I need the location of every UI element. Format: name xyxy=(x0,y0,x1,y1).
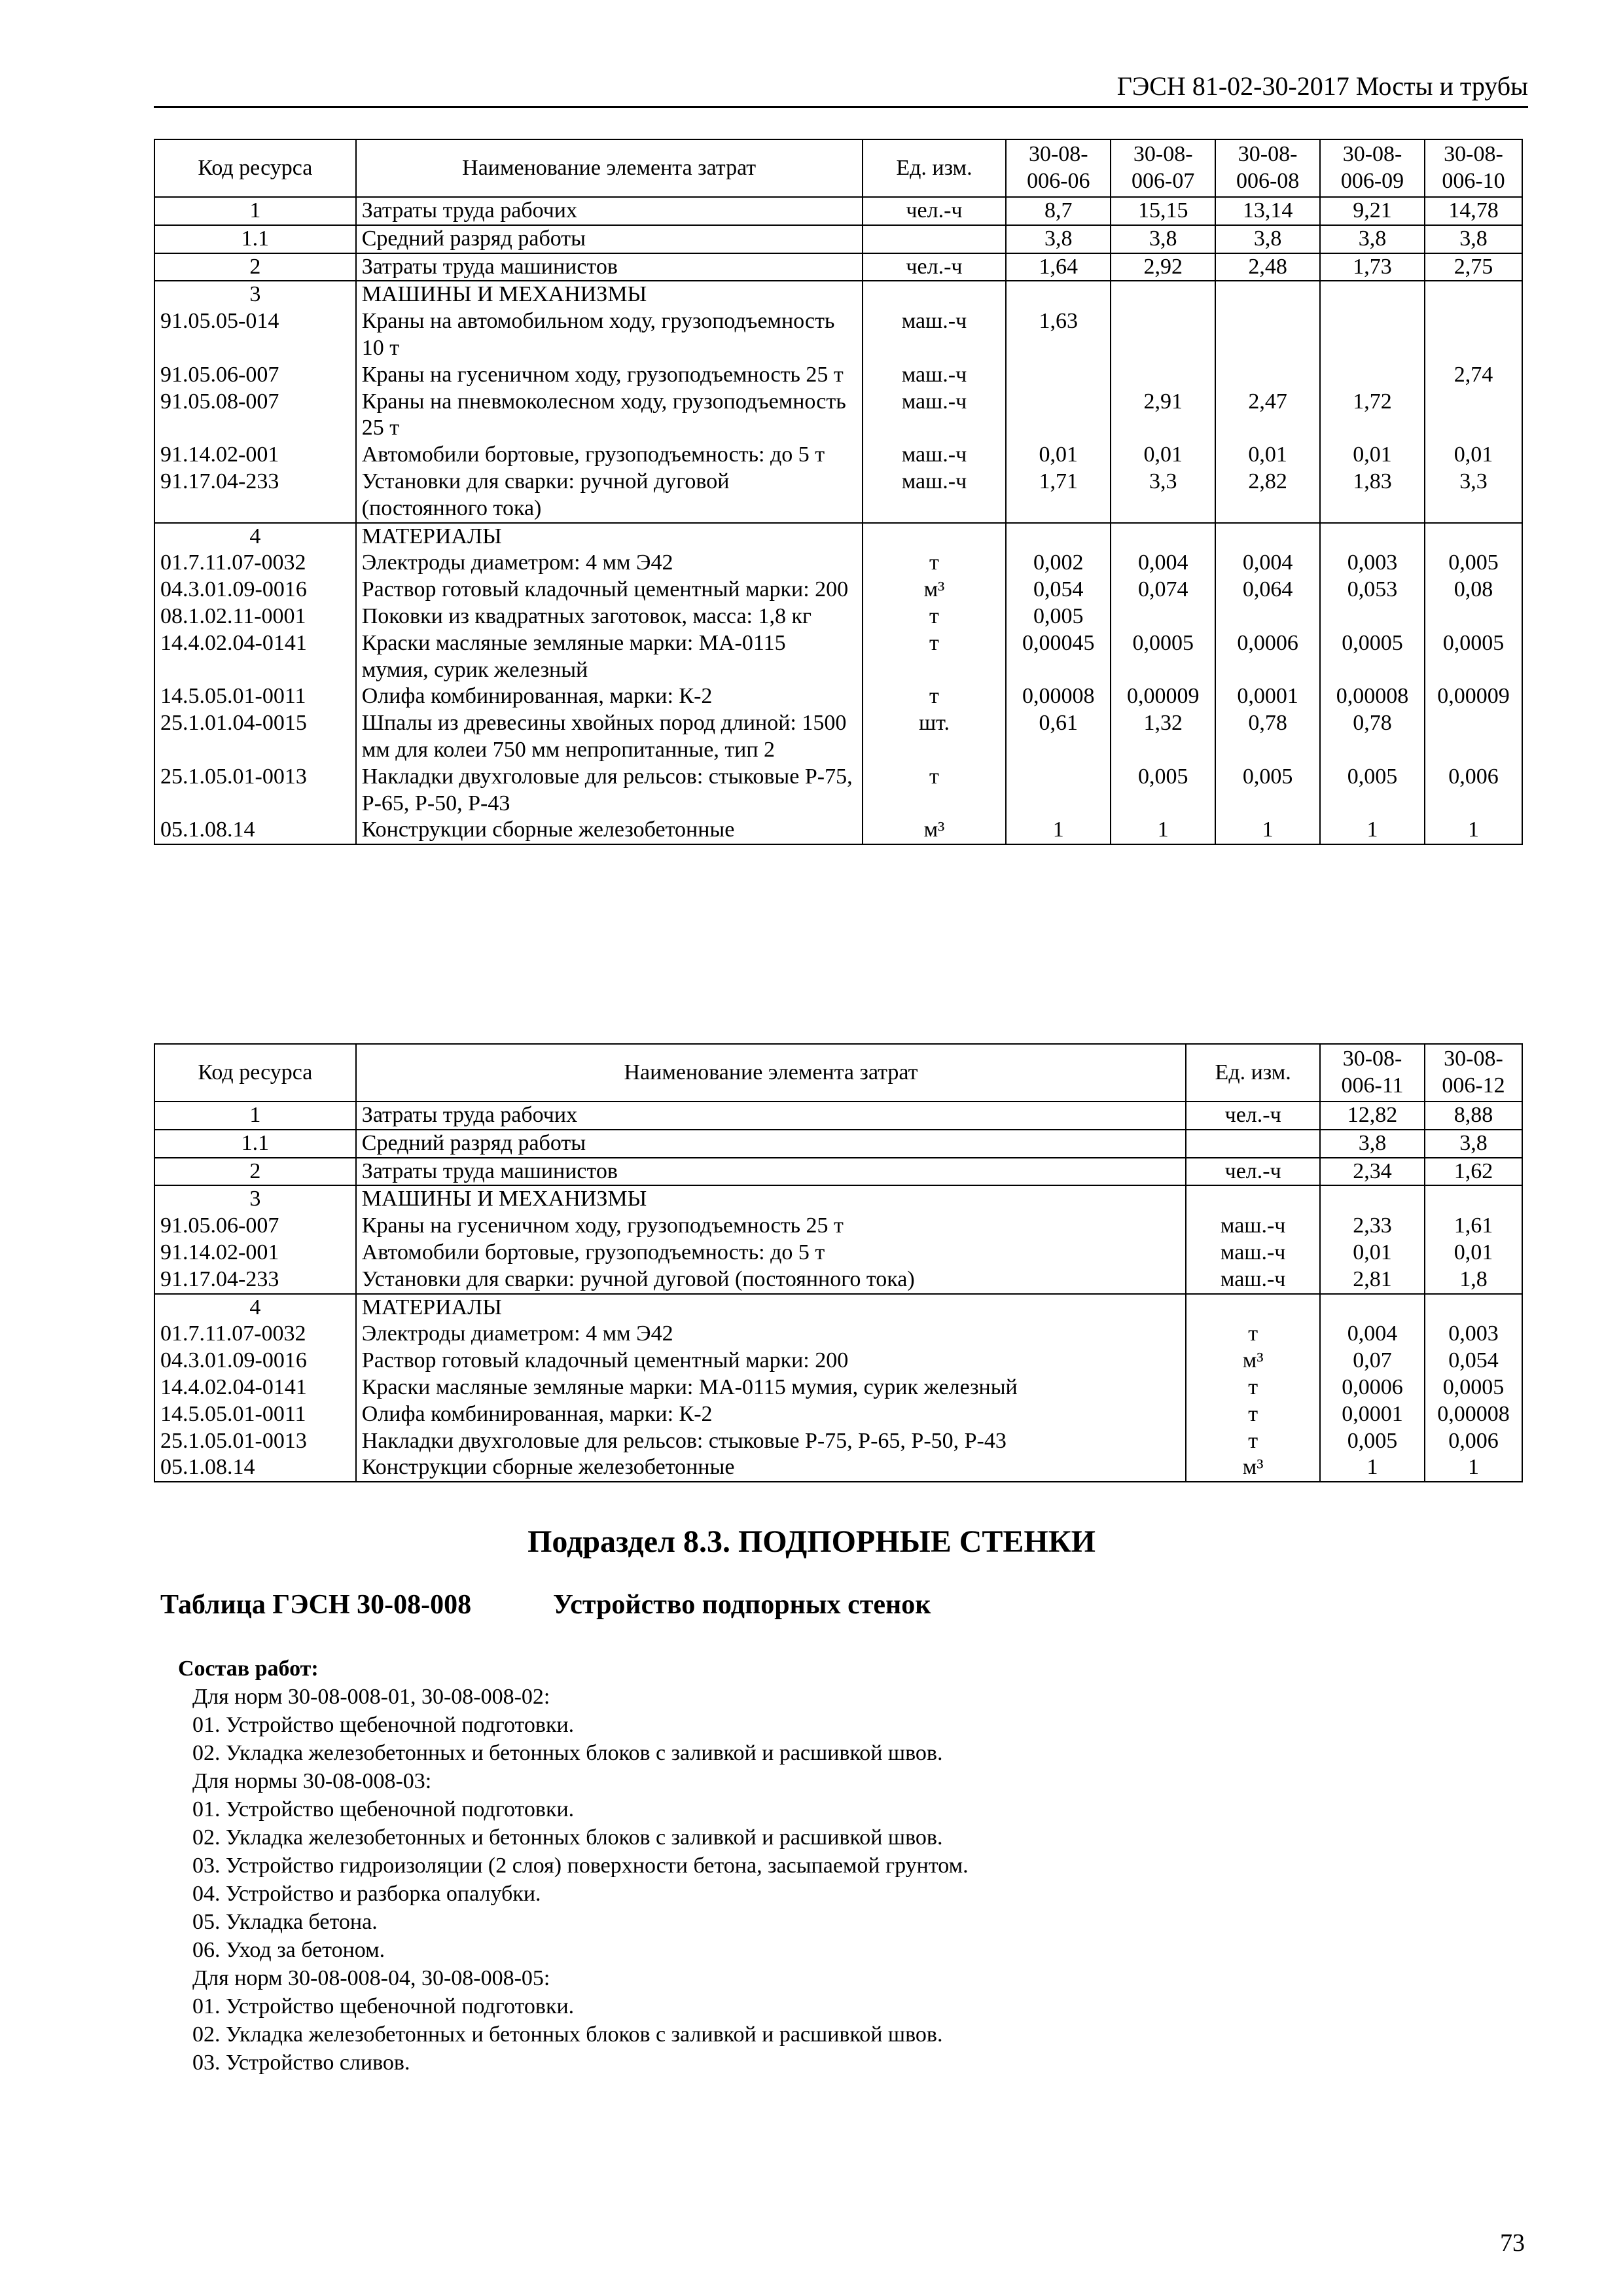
norm-value: 0,0005 xyxy=(1425,630,1522,684)
norm-value: 0,003 xyxy=(1425,1321,1522,1348)
norm-value: 3,8 xyxy=(1006,225,1111,253)
norm-value xyxy=(1215,603,1320,630)
cost-element-name: МАТЕРИАЛЫ xyxy=(356,523,863,550)
table-row xyxy=(154,469,1522,523)
cost-element-name: Олифа комбинированная, марки: К-2 xyxy=(356,1401,1186,1428)
norm-value xyxy=(1425,308,1522,362)
norm-value: 0,054 xyxy=(1006,577,1111,603)
table-row xyxy=(154,1213,1522,1240)
column-header: 30-08- 006-09 xyxy=(1320,139,1425,197)
norm-value xyxy=(1320,281,1425,308)
cost-element-name: Средний разряд работы xyxy=(356,225,863,253)
composition-line: Для норм 30-08-008-01, 30-08-008-02: xyxy=(192,1685,550,1709)
cost-element-name: Конструкции сборные железобетонные xyxy=(356,817,863,844)
norm-value xyxy=(1111,362,1215,389)
norm-value: 1,63 xyxy=(1006,308,1111,362)
unit: маш.-ч xyxy=(863,308,1007,362)
norm-value: 0,0005 xyxy=(1425,1374,1522,1401)
norm-value: 1,73 xyxy=(1320,253,1425,281)
cost-element-name: Автомобили бортовые, грузоподъемность: до 5 т xyxy=(356,442,863,469)
norm-value: 0,003 xyxy=(1320,550,1425,577)
table-row xyxy=(154,1374,1522,1401)
norm-value: 1,32 xyxy=(1111,710,1215,764)
norm-value: 0,005 xyxy=(1320,1428,1425,1455)
table-row xyxy=(154,550,1522,577)
resource-code: 4 xyxy=(154,523,356,550)
norm-value: 1,61 xyxy=(1425,1213,1522,1240)
running-header: ГЭСН 81-02-30-2017 Мосты и трубы xyxy=(1116,71,1528,101)
norm-value: 0,006 xyxy=(1425,1428,1522,1455)
norm-value: 0,005 xyxy=(1111,764,1215,817)
resource-code: 1 xyxy=(154,197,356,225)
table-name: Устройство подпорных стенок xyxy=(553,1590,931,1620)
unit: т xyxy=(1186,1321,1320,1348)
norm-value: 0,01 xyxy=(1215,442,1320,469)
unit: маш.-ч xyxy=(1186,1266,1320,1294)
norm-value: 0,08 xyxy=(1425,577,1522,603)
norm-value: 1,62 xyxy=(1425,1158,1522,1186)
table-row xyxy=(154,764,1522,817)
unit: т xyxy=(863,683,1007,710)
resource-code: 05.1.08.14 xyxy=(154,1454,356,1482)
column-header: 30-08- 006-12 xyxy=(1425,1044,1522,1102)
table-row xyxy=(154,683,1522,710)
norm-value xyxy=(1215,523,1320,550)
norm-value: 2,92 xyxy=(1111,253,1215,281)
norm-value: 0,004 xyxy=(1320,1321,1425,1348)
unit xyxy=(1186,1130,1320,1158)
table-row xyxy=(154,1348,1522,1374)
cost-element-name: Затраты труда рабочих xyxy=(356,197,863,225)
table-row xyxy=(154,1428,1522,1455)
composition-line: 03. Устройство сливов. xyxy=(192,2051,410,2075)
column-header: Наименование элемента затрат xyxy=(356,1044,1186,1102)
norm-value: 0,054 xyxy=(1425,1348,1522,1374)
norm-value: 1,64 xyxy=(1006,253,1111,281)
resource-code: 3 xyxy=(154,1185,356,1213)
cost-element-name: МАШИНЫ И МЕХАНИЗМЫ xyxy=(356,1185,1186,1213)
unit: т xyxy=(863,603,1007,630)
table-row xyxy=(154,710,1522,764)
norm-value: 2,34 xyxy=(1320,1158,1425,1186)
table-row xyxy=(154,1240,1522,1266)
table-row xyxy=(154,442,1522,469)
norm-value xyxy=(1320,1294,1425,1321)
composition-line: 02. Укладка железобетонных и бетонных блоков с заливкой и расшивкой швов. xyxy=(192,1825,943,1850)
norm-value: 1,8 xyxy=(1425,1266,1522,1294)
norm-value: 2,91 xyxy=(1111,389,1215,442)
norm-value xyxy=(1111,281,1215,308)
table-number: Таблица ГЭСН 30-08-008 xyxy=(160,1590,472,1620)
column-header: Код ресурса xyxy=(154,1044,356,1102)
column-header: Код ресурса xyxy=(154,139,356,197)
norm-value: 1,72 xyxy=(1320,389,1425,442)
norm-value: 0,01 xyxy=(1425,1240,1522,1266)
resource-code: 4 xyxy=(154,1294,356,1321)
norm-value: 9,21 xyxy=(1320,197,1425,225)
norm-value: 0,0006 xyxy=(1215,630,1320,684)
unit xyxy=(863,523,1007,550)
composition-line: Для нормы 30-08-008-03: xyxy=(192,1769,432,1793)
cost-element-name: Краны на гусеничном ходу, грузоподъемность 25 т xyxy=(356,362,863,389)
subsection-title: Подраздел 8.3. ПОДПОРНЫЕ СТЕНКИ xyxy=(527,1524,1096,1559)
table-row xyxy=(154,1321,1522,1348)
norm-value xyxy=(1006,523,1111,550)
norm-value: 1 xyxy=(1425,1454,1522,1482)
norm-value: 0,00008 xyxy=(1006,683,1111,710)
unit: т xyxy=(863,764,1007,817)
norm-value: 0,0006 xyxy=(1320,1374,1425,1401)
norm-value: 1 xyxy=(1320,817,1425,844)
table-row xyxy=(154,1454,1522,1482)
column-header: 30-08- 006-11 xyxy=(1320,1044,1425,1102)
norm-value: 0,005 xyxy=(1215,764,1320,817)
resource-code: 91.17.04-233 xyxy=(154,1266,356,1294)
norm-value: 2,33 xyxy=(1320,1213,1425,1240)
resource-code: 91.05.06-007 xyxy=(154,362,356,389)
norm-value xyxy=(1320,603,1425,630)
resource-code: 04.3.01.09-0016 xyxy=(154,577,356,603)
cost-element-name: МАТЕРИАЛЫ xyxy=(356,1294,1186,1321)
table-row xyxy=(154,603,1522,630)
table-row xyxy=(154,1294,1522,1321)
resource-code: 08.1.02.11-0001 xyxy=(154,603,356,630)
table-row xyxy=(154,1102,1522,1130)
composition-line: 01. Устройство щебеночной подготовки. xyxy=(192,1797,575,1821)
norm-value: 1 xyxy=(1215,817,1320,844)
norm-value: 0,78 xyxy=(1320,710,1425,764)
unit: т xyxy=(863,550,1007,577)
norm-value: 0,0005 xyxy=(1111,630,1215,684)
resource-table-2 xyxy=(154,1043,1523,1482)
norm-value: 0,00009 xyxy=(1111,683,1215,710)
norm-value: 3,8 xyxy=(1425,1130,1522,1158)
norm-value: 2,48 xyxy=(1215,253,1320,281)
column-header: 30-08- 006-08 xyxy=(1215,139,1320,197)
resource-code: 01.7.11.07-0032 xyxy=(154,1321,356,1348)
norm-value xyxy=(1425,1185,1522,1213)
unit: маш.-ч xyxy=(1186,1213,1320,1240)
resource-code: 91.05.05-014 xyxy=(154,308,356,362)
norm-value: 1,71 xyxy=(1006,469,1111,523)
composition-line: 02. Укладка железобетонных и бетонных блоков с заливкой и расшивкой швов. xyxy=(192,1741,943,1765)
column-header: Наименование элемента затрат xyxy=(356,139,863,197)
unit: т xyxy=(863,630,1007,684)
column-header: Ед. изм. xyxy=(1186,1044,1320,1102)
norm-value: 2,74 xyxy=(1425,362,1522,389)
unit xyxy=(863,225,1007,253)
resource-code: 14.4.02.04-0141 xyxy=(154,630,356,684)
norm-value: 15,15 xyxy=(1111,197,1215,225)
cost-element-name: Раствор готовый кладочный цементный марки: 200 xyxy=(356,1348,1186,1374)
norm-value: 0,0001 xyxy=(1215,683,1320,710)
unit: чел.-ч xyxy=(1186,1158,1320,1186)
unit: т xyxy=(1186,1374,1320,1401)
cost-element-name: Краны на пневмоколесном ходу, грузоподъемность 25 т xyxy=(356,389,863,442)
table-row xyxy=(154,225,1522,253)
cost-element-name: Накладки двухголовые для рельсов: стыковые Р-75, Р-65, Р-50, Р-43 xyxy=(356,764,863,817)
column-header: 30-08- 006-06 xyxy=(1006,139,1111,197)
norm-value: 0,005 xyxy=(1425,550,1522,577)
norm-value xyxy=(1320,308,1425,362)
resource-code: 14.5.05.01-0011 xyxy=(154,683,356,710)
resource-code: 91.14.02-001 xyxy=(154,442,356,469)
table-row xyxy=(154,523,1522,550)
composition-line: 01. Устройство щебеночной подготовки. xyxy=(192,1713,575,1737)
norm-value: 12,82 xyxy=(1320,1102,1425,1130)
cost-element-name: Затраты труда машинистов xyxy=(356,1158,1186,1186)
norm-value: 2,47 xyxy=(1215,389,1320,442)
norm-value: 0,00009 xyxy=(1425,683,1522,710)
norm-value: 3,8 xyxy=(1111,225,1215,253)
norm-value: 0,01 xyxy=(1006,442,1111,469)
norm-value xyxy=(1111,308,1215,362)
composition-line: 05. Укладка бетона. xyxy=(192,1910,378,1934)
norm-value: 0,006 xyxy=(1425,764,1522,817)
norm-value xyxy=(1320,362,1425,389)
unit: маш.-ч xyxy=(1186,1240,1320,1266)
cost-element-name: Установки для сварки: ручной дуговой (постоянного тока) xyxy=(356,1266,1186,1294)
unit: чел.-ч xyxy=(863,253,1007,281)
norm-value: 0,053 xyxy=(1320,577,1425,603)
composition-line: 03. Устройство гидроизоляции (2 слоя) поверхности бетона, засыпаемой грунтом. xyxy=(192,1854,969,1878)
norm-value: 0,002 xyxy=(1006,550,1111,577)
resource-code: 04.3.01.09-0016 xyxy=(154,1348,356,1374)
cost-element-name: Затраты труда рабочих xyxy=(356,1102,1186,1130)
cost-element-name: Поковки из квадратных заготовок, масса: 1,8 кг xyxy=(356,603,863,630)
norm-value xyxy=(1006,764,1111,817)
norm-value xyxy=(1425,603,1522,630)
norm-value: 8,7 xyxy=(1006,197,1111,225)
norm-value: 3,8 xyxy=(1425,225,1522,253)
norm-value xyxy=(1215,281,1320,308)
unit: м³ xyxy=(1186,1454,1320,1482)
table-row xyxy=(154,630,1522,684)
cost-element-name: Олифа комбинированная, марки: К-2 xyxy=(356,683,863,710)
cost-element-name: Затраты труда машинистов xyxy=(356,253,863,281)
header-rule xyxy=(154,106,1528,108)
column-header: 30-08- 006-10 xyxy=(1425,139,1522,197)
unit xyxy=(1186,1294,1320,1321)
norm-value xyxy=(1111,523,1215,550)
composition-line: 01. Устройство щебеночной подготовки. xyxy=(192,1994,575,2018)
norm-value: 0,01 xyxy=(1320,1240,1425,1266)
resource-code: 14.5.05.01-0011 xyxy=(154,1401,356,1428)
norm-value: 0,064 xyxy=(1215,577,1320,603)
table-row xyxy=(154,281,1522,308)
resource-code: 25.1.05.01-0013 xyxy=(154,764,356,817)
unit xyxy=(863,281,1007,308)
unit: чел.-ч xyxy=(1186,1102,1320,1130)
resource-code: 1.1 xyxy=(154,225,356,253)
resource-code: 3 xyxy=(154,281,356,308)
norm-value: 0,005 xyxy=(1006,603,1111,630)
table-row xyxy=(154,389,1522,442)
table-row xyxy=(154,362,1522,389)
unit: маш.-ч xyxy=(863,442,1007,469)
norm-value: 1 xyxy=(1006,817,1111,844)
norm-value: 2,81 xyxy=(1320,1266,1425,1294)
resource-code: 2 xyxy=(154,253,356,281)
composition-line: Для норм 30-08-008-04, 30-08-008-05: xyxy=(192,1966,550,1990)
resource-code: 25.1.05.01-0013 xyxy=(154,1428,356,1455)
composition-line: 02. Укладка железобетонных и бетонных блоков с заливкой и расшивкой швов. xyxy=(192,2022,943,2047)
cost-element-name: Средний разряд работы xyxy=(356,1130,1186,1158)
norm-value: 8,88 xyxy=(1425,1102,1522,1130)
norm-value: 3,8 xyxy=(1320,225,1425,253)
column-header: 30-08- 006-07 xyxy=(1111,139,1215,197)
table-row xyxy=(154,253,1522,281)
table-row xyxy=(154,197,1522,225)
table-row xyxy=(154,308,1522,362)
composition-line: 06. Уход за бетоном. xyxy=(192,1938,385,1962)
norm-value: 3,3 xyxy=(1425,469,1522,523)
cost-element-name: Шпалы из древесины хвойных пород длиной: 1500 мм для колеи 750 мм непропитанные, тип 2 xyxy=(356,710,863,764)
table-row xyxy=(154,1130,1522,1158)
cost-element-name: Автомобили бортовые, грузоподъемность: до 5 т xyxy=(356,1240,1186,1266)
unit: маш.-ч xyxy=(863,362,1007,389)
resource-code: 91.05.06-007 xyxy=(154,1213,356,1240)
norm-value: 2,82 xyxy=(1215,469,1320,523)
unit: маш.-ч xyxy=(863,469,1007,523)
table-row xyxy=(154,817,1522,844)
unit: т xyxy=(1186,1401,1320,1428)
norm-value: 14,78 xyxy=(1425,197,1522,225)
cost-element-name: Краски масляные земляные марки: МА-0115 мумия, сурик железный xyxy=(356,1374,1186,1401)
norm-value: 3,8 xyxy=(1215,225,1320,253)
resource-code: 1 xyxy=(154,1102,356,1130)
norm-value xyxy=(1006,281,1111,308)
composition-lines xyxy=(178,1683,969,2077)
norm-value: 1 xyxy=(1111,817,1215,844)
work-composition xyxy=(178,1655,969,2077)
norm-value: 0,00045 xyxy=(1006,630,1111,684)
cost-element-name: Краны на автомобильном ходу, грузоподъемность 10 т xyxy=(356,308,863,362)
norm-value: 0,005 xyxy=(1320,764,1425,817)
norm-value: 0,00008 xyxy=(1425,1401,1522,1428)
composition-line: 04. Устройство и разборка опалубки. xyxy=(192,1882,541,1906)
unit: чел.-ч xyxy=(863,197,1007,225)
cost-element-name: МАШИНЫ И МЕХАНИЗМЫ xyxy=(356,281,863,308)
norm-value: 0,01 xyxy=(1111,442,1215,469)
cost-element-name: Электроды диаметром: 4 мм Э42 xyxy=(356,550,863,577)
resource-table-1 xyxy=(154,139,1523,845)
table-header-row xyxy=(154,1044,1522,1102)
resource-code: 01.7.11.07-0032 xyxy=(154,550,356,577)
composition-title: Состав работ: xyxy=(178,1657,319,1681)
norm-value: 0,78 xyxy=(1215,710,1320,764)
table-row xyxy=(154,1185,1522,1213)
resource-code: 91.05.08-007 xyxy=(154,389,356,442)
cost-element-name: Раствор готовый кладочный цементный марки: 200 xyxy=(356,577,863,603)
page-number: 73 xyxy=(1500,2229,1525,2257)
norm-value: 1 xyxy=(1425,817,1522,844)
cost-element-name: Электроды диаметром: 4 мм Э42 xyxy=(356,1321,1186,1348)
norm-value xyxy=(1320,1185,1425,1213)
norm-value: 0,0001 xyxy=(1320,1401,1425,1428)
norm-value xyxy=(1425,523,1522,550)
norm-value xyxy=(1215,362,1320,389)
unit: м³ xyxy=(863,817,1007,844)
unit xyxy=(1186,1185,1320,1213)
cost-element-name: Краски масляные земляные марки: МА-0115 мумия, сурик железный xyxy=(356,630,863,684)
norm-value xyxy=(1111,603,1215,630)
norm-value xyxy=(1425,1294,1522,1321)
norm-value xyxy=(1215,308,1320,362)
norm-value xyxy=(1006,362,1111,389)
norm-value: 3,8 xyxy=(1320,1130,1425,1158)
norm-value: 0,61 xyxy=(1006,710,1111,764)
norm-value xyxy=(1425,281,1522,308)
norm-value: 1,83 xyxy=(1320,469,1425,523)
resource-code: 14.4.02.04-0141 xyxy=(154,1374,356,1401)
cost-element-name: Накладки двухголовые для рельсов: стыковые Р-75, Р-65, Р-50, Р-43 xyxy=(356,1428,1186,1455)
resource-code: 1.1 xyxy=(154,1130,356,1158)
norm-value: 0,004 xyxy=(1111,550,1215,577)
norm-value xyxy=(1425,389,1522,442)
cost-element-name: Установки для сварки: ручной дуговой (постоянного тока) xyxy=(356,469,863,523)
norm-value: 0,004 xyxy=(1215,550,1320,577)
norm-value xyxy=(1320,523,1425,550)
norm-value: 0,0005 xyxy=(1320,630,1425,684)
table-row xyxy=(154,1266,1522,1294)
unit: т xyxy=(1186,1428,1320,1455)
norm-value: 3,3 xyxy=(1111,469,1215,523)
norm-value: 0,00008 xyxy=(1320,683,1425,710)
norm-value: 2,75 xyxy=(1425,253,1522,281)
norm-value xyxy=(1006,389,1111,442)
norm-value: 13,14 xyxy=(1215,197,1320,225)
resource-code: 05.1.08.14 xyxy=(154,817,356,844)
unit: шт. xyxy=(863,710,1007,764)
norm-value: 1 xyxy=(1320,1454,1425,1482)
table-header-row xyxy=(154,139,1522,197)
norm-value: 0,01 xyxy=(1320,442,1425,469)
table-row xyxy=(154,1158,1522,1186)
unit: м³ xyxy=(1186,1348,1320,1374)
cost-element-name: Краны на гусеничном ходу, грузоподъемность 25 т xyxy=(356,1213,1186,1240)
resource-code: 91.14.02-001 xyxy=(154,1240,356,1266)
table-row xyxy=(154,1401,1522,1428)
column-header: Ед. изм. xyxy=(863,139,1007,197)
norm-value: 0,074 xyxy=(1111,577,1215,603)
cost-element-name: Конструкции сборные железобетонные xyxy=(356,1454,1186,1482)
resource-code: 25.1.01.04-0015 xyxy=(154,710,356,764)
unit: маш.-ч xyxy=(863,389,1007,442)
resource-code: 91.17.04-233 xyxy=(154,469,356,523)
unit: м³ xyxy=(863,577,1007,603)
norm-value: 0,07 xyxy=(1320,1348,1425,1374)
norm-value: 0,01 xyxy=(1425,442,1522,469)
table-caption xyxy=(160,1589,931,1621)
table-row xyxy=(154,577,1522,603)
resource-code: 2 xyxy=(154,1158,356,1186)
norm-value xyxy=(1425,710,1522,764)
